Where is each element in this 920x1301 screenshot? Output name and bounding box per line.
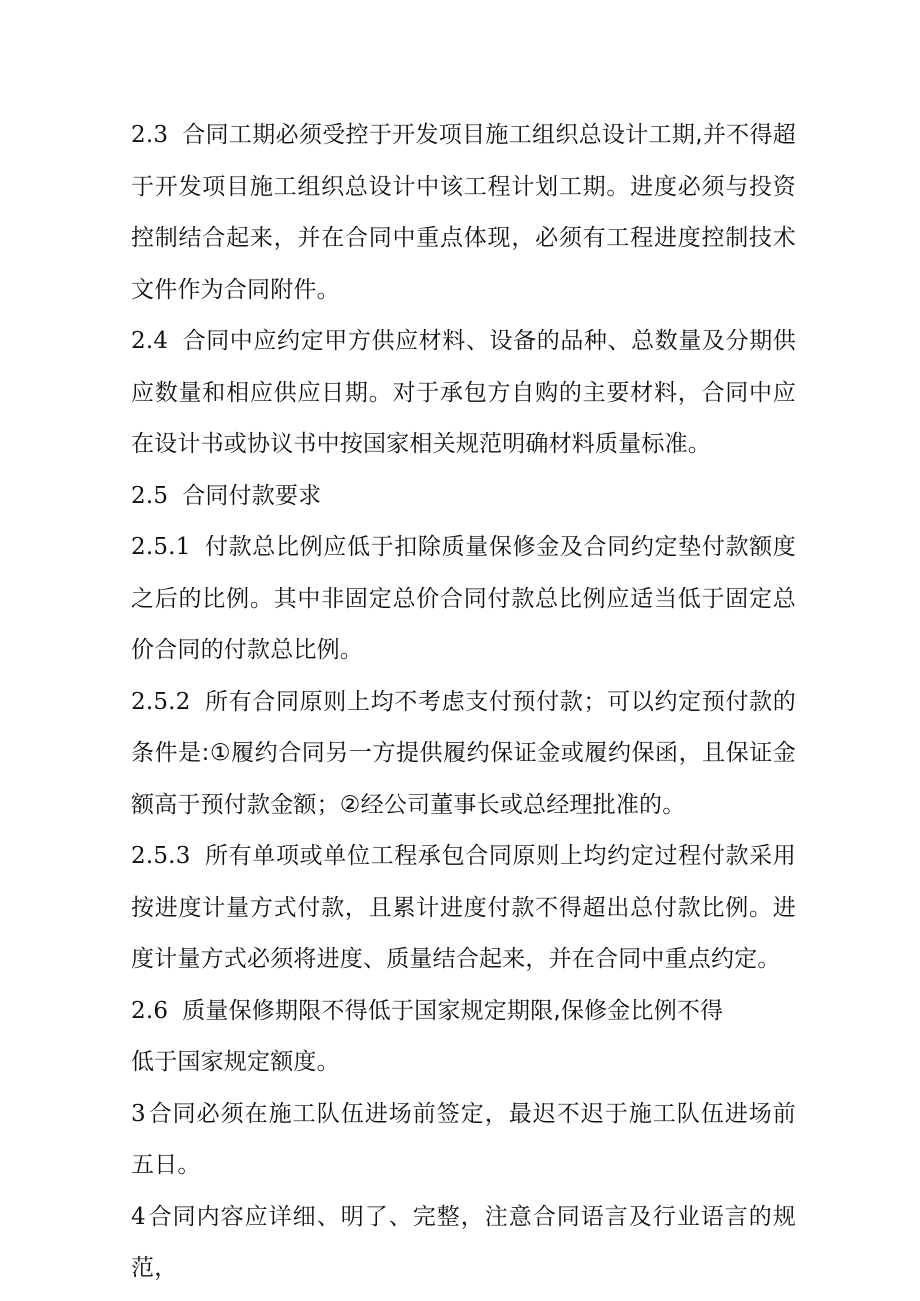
clause-text: 合同工期必须受控于开发项目施工组织总设计工期,并不得超于开发项目施工组织总设计中该工程计划工期。进度必须与投资控制结合起来，并在合同中重点体现，必须有工程进度控制技术文件作为合同附件。 <box>131 122 796 303</box>
clause-4 <box>131 1192 796 1295</box>
clause-number: 2.4 <box>131 328 169 354</box>
clause-2-6-continued <box>131 1037 796 1089</box>
clause-2-5-3 <box>131 831 796 986</box>
clause-number: 2.3 <box>131 122 169 148</box>
clause-number: 3 <box>131 1100 146 1127</box>
clause-2-3 <box>131 110 796 316</box>
clause-2-5 <box>131 471 796 523</box>
clause-text: 合同付款要求 <box>182 482 322 509</box>
document-body <box>131 110 796 1295</box>
clause-text: 合同中应约定甲方供应材料、设备的品种、总数量及分期供应数量和相应供应日期。对于承包方自购的主要材料，合同中应在设计书或协议书中按国家相关规范明确材料质量标准。 <box>131 328 796 457</box>
clause-text: 低于国家规定额度。 <box>131 1049 340 1075</box>
clause-number: 4 <box>131 1203 146 1230</box>
clause-3 <box>131 1089 796 1192</box>
clause-2-5-2 <box>131 677 796 832</box>
clause-number: 2.6 <box>131 997 169 1024</box>
clause-text: 合同必须在施工队伍进场前签定，最迟不迟于施工队伍进场前五日。 <box>131 1100 796 1178</box>
clause-text: 合同内容应详细、明了、完整，注意合同语言及行业语言的规范， <box>131 1203 796 1281</box>
clause-text: 所有合同原则上均不考虑支付预付款；可以约定预付款的条件是:①履约合同另一方提供履约保证金或履约保函，且保证金额高于预付款金额；②经公司董事长或总经理批准的。 <box>131 688 796 818</box>
clause-number: 2.5.3 <box>131 843 191 869</box>
clause-2-6 <box>131 986 796 1038</box>
clause-number: 2.5 <box>131 482 169 509</box>
clause-text: 质量保修期限不得低于国家规定期限,保修金比例不得 <box>182 997 724 1024</box>
clause-text: 付款总比例应低于扣除质量保修金及合同约定垫付款额度之后的比例。其中非固定总价合同付款总比例应适当低于固定总价合同的付款总比例。 <box>131 534 796 663</box>
clause-2-4 <box>131 316 796 471</box>
clause-text: 所有单项或单位工程承包合同原则上均约定过程付款采用按进度计量方式付款，且累计进度付款不得超出总付款比例。进度计量方式必须将进度、质量结合起来，并在合同中重点约定。 <box>131 843 796 972</box>
clause-number: 2.5.2 <box>131 688 191 715</box>
clause-2-5-1 <box>131 522 796 677</box>
clause-number: 2.5.1 <box>131 534 191 560</box>
